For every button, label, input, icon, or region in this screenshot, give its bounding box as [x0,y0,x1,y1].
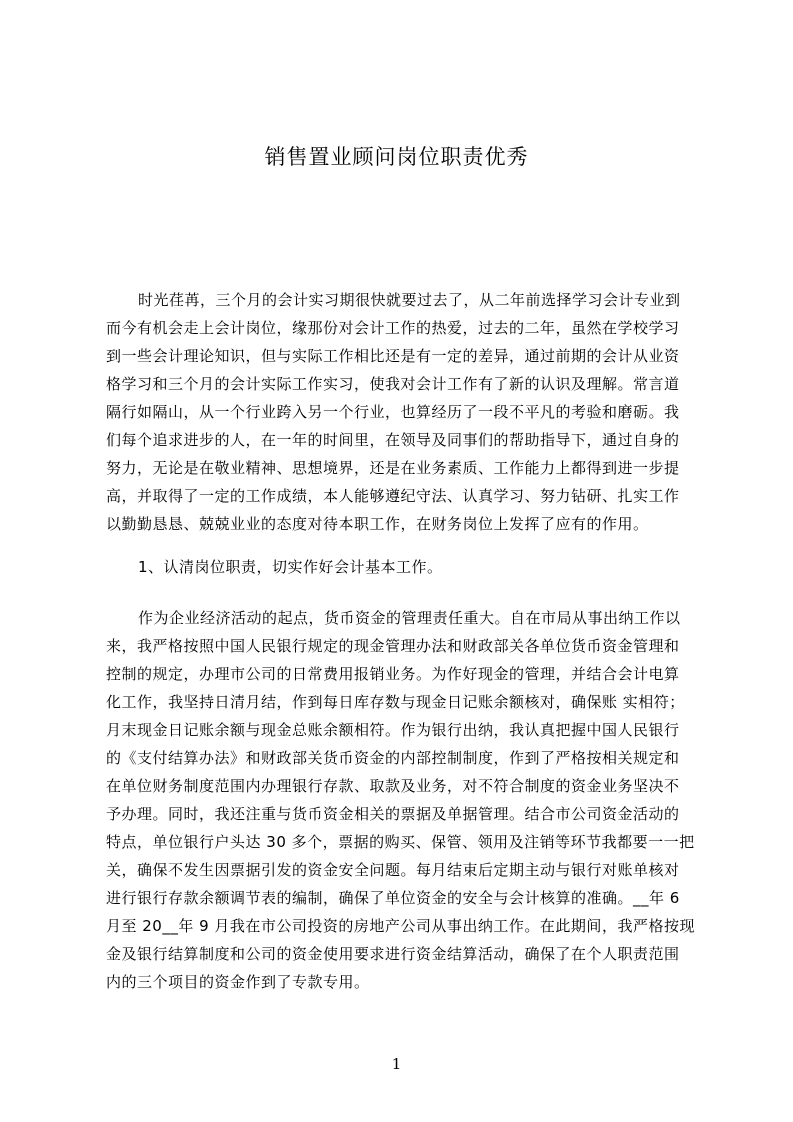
paragraph-line: 月至 20__年 9 月我在市公司投资的房地产公司从事出纳工作。在此期间，我严格按现 [106,917,695,935]
paragraph-line: 特点，单位银行户头达 30 多个，票据的购买、保管、领用及注销等环节我都要一一把 [106,833,695,851]
paragraph-line: 月末现金日记账余额与现金总账余额相符。作为银行出纳，我认真把握中国人民银行 [106,721,680,739]
paragraph-line: 到一些会计理论知识，但与实际工作相比还是有一定的差异，通过前期的会计从业资 [106,347,680,365]
paragraph-line: 以勤勤恳恳、兢兢业业的态度对待本职工作，在财务岗位上发挥了应有的作用。 [106,515,649,533]
paragraph-line: 金及银行结算制度和公司的资金使用要求进行资金结算活动，确保了在个人职责范围 [106,945,680,963]
paragraph-line: 关，确保不发生因票据引发的资金安全问题。每月结束后定期主动与银行对账单核对 [106,861,680,879]
paragraph-intro [106,286,698,538]
paragraph-line: 进行银行存款余额调节表的编制，确保了单位资金的安全与会计核算的准确。__年 6 [106,889,680,907]
paragraph-line: 作为企业经济活动的起点，货币资金的管理责任重大。自在市局从事出纳工作以 [138,609,681,627]
paragraph-line: 高，并取得了一定的工作成绩，本人能够遵纪守法、认真学习、努力钻研、扎实工作 [106,487,680,505]
paragraph-line: 时光荏苒，三个月的会计实习期很快就要过去了，从二年前选择学习会计专业到 [138,291,681,309]
paragraph-cash-management [106,604,698,996]
paragraph-line: 控制的规定，办理市公司的日常费用报销业务。为作好现金的管理，并结合会计电算 [106,665,680,683]
paragraph-line: 在单位财务制度范围内办理银行存款、取款及业务，对不符合制度的资金业务坚决不 [106,777,680,795]
document-title: 销售置业顾问岗位职责优秀 [264,145,529,169]
paragraph-line: 化工作，我坚持日清月结，作到每日库存数与现金日记账余额核对，确保账 实相符； [106,693,685,711]
section-heading-text: 1、认清岗位职责，切实作好会计基本工作。 [138,558,443,576]
paragraph-line: 予办理。同时，我还注重与货币资金相关的票据及单据管理。结合市公司资金活动的 [106,805,680,823]
paragraph-line: 隔行如隔山，从一个行业跨入另一个行业，也算经历了一段不平凡的考验和磨砺。我 [106,403,680,421]
paragraph-line: 们每个追求进步的人，在一年的时间里，在领导及同事们的帮助指导下，通过自身的 [106,431,680,449]
paragraph-line: 努力，无论是在敬业精神、思想境界，还是在业务素质、工作能力上都得到进一步提 [106,459,680,477]
paragraph-line: 而今有机会走上会计岗位，缘那份对会计工作的热爱，过去的二年，虽然在学校学习 [106,319,680,337]
paragraph-line: 格学习和三个月的会计实际工作实习，使我对会计工作有了新的认识及理解。常言道 [106,375,680,393]
paragraph-line: 来，我严格按照中国人民银行规定的现金管理办法和财政部关各单位货币资金管理和 [106,637,680,655]
paragraph-line: 内的三个项目的资金作到了专款专用。 [106,973,370,991]
section-heading [106,553,698,581]
page-number: 1 [391,1055,402,1073]
paragraph-line: 的《支付结算办法》和财政部关货币资金的内部控制制度，作到了严格按相关规定和 [106,749,680,767]
